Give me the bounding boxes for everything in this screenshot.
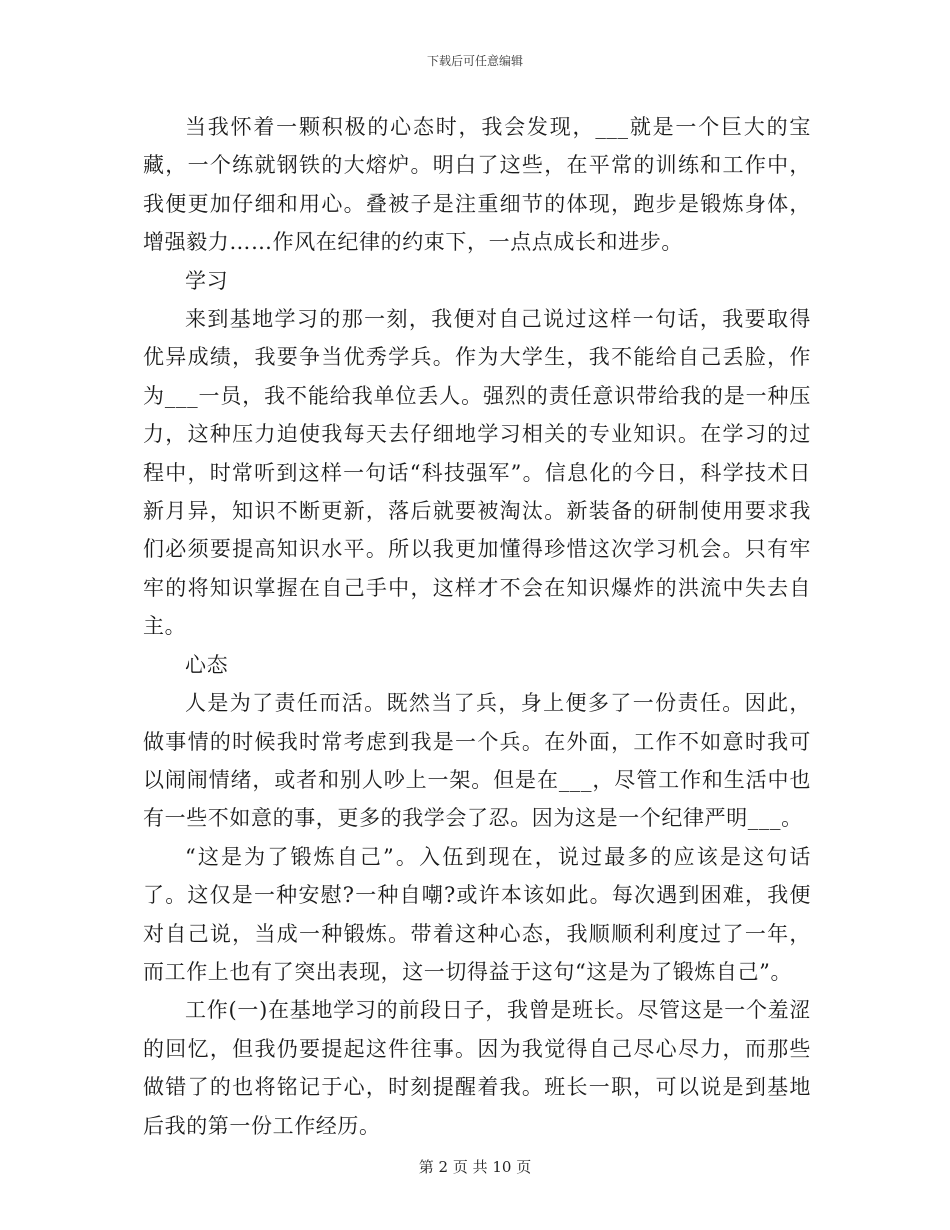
paragraph-study: 来到基地学习的那一刻，我便对自己说过这样一句话，我要取得优异成绩，我要争当优秀学兵。作为大学生，我不能给自己丢脸，作为___一员，我不能给我单位丢人。强烈的责任意识带给我的是一种压力，这种压力迫使我每天去仔细地学习相关的专业知识。在学习的过程中，时常听到这样一句话“科技强军”。信息化的今日，科学技术日新月异，知识不断更新，落后就要被淘汰。新装备的研制使用要求我们必须要提高知识水平。所以我更加懂得珍惜这次学习机会。只有牢牢的将知识掌握在自己手中，这样才不会在知识爆炸的洪流中失去自主。 [143, 307, 811, 639]
page-header: 下载后可任意编辑 [426, 54, 523, 68]
section-heading-mindset: 心态 [185, 652, 229, 677]
paragraph-self-training: “这是为了锻炼自己”。入伍到现在，说过最多的应该是这句话了。这仅是一种安慰?一种自嘲?或许本该如此。每次遇到困难，我便对自己说，当成一种锻炼。带着这种心态，我顺顺利利度过了一年，而工作上也有了突出表现，这一切得益于这句“这是为了锻炼自己”。 [143, 844, 811, 984]
paragraph-work: 工作(一)在基地学习的前段日子，我曾是班长。尽管这是一个羞涩的回忆，但我仍要提起这件往事。因为我觉得自己尽心尽力，而那些做错了的也将铭记于心，时刻提醒着我。班长一职，可以说是到基地后我的第一份工作经历。 [143, 998, 811, 1138]
document-body [143, 108, 811, 1145]
section-heading-study: 学习 [185, 268, 229, 293]
paragraph-responsibility: 人是为了责任而活。既然当了兵，身上便多了一份责任。因此，做事情的时候我时常考虑到我是一个兵。在外面，工作不如意时我可以闹闹情绪，或者和别人吵上一架。但是在___，尽管工作和生活中也有一些不如意的事，更多的我学会了忍。因为这是一个纪律严明___。 [143, 691, 811, 831]
paragraph-attitude-discovery: 当我怀着一颗积极的心态时，我会发现，___就是一个巨大的宝藏，一个练就钢铁的大熔炉。明白了这些，在平常的训练和工作中，我便更加仔细和用心。叠被子是注重细节的体现，跑步是锻炼身体，增强毅力……作风在纪律的约束下，一点点成长和进步。 [143, 115, 811, 255]
page-number-footer: 第 2 页 共 10 页 [418, 1158, 532, 1176]
